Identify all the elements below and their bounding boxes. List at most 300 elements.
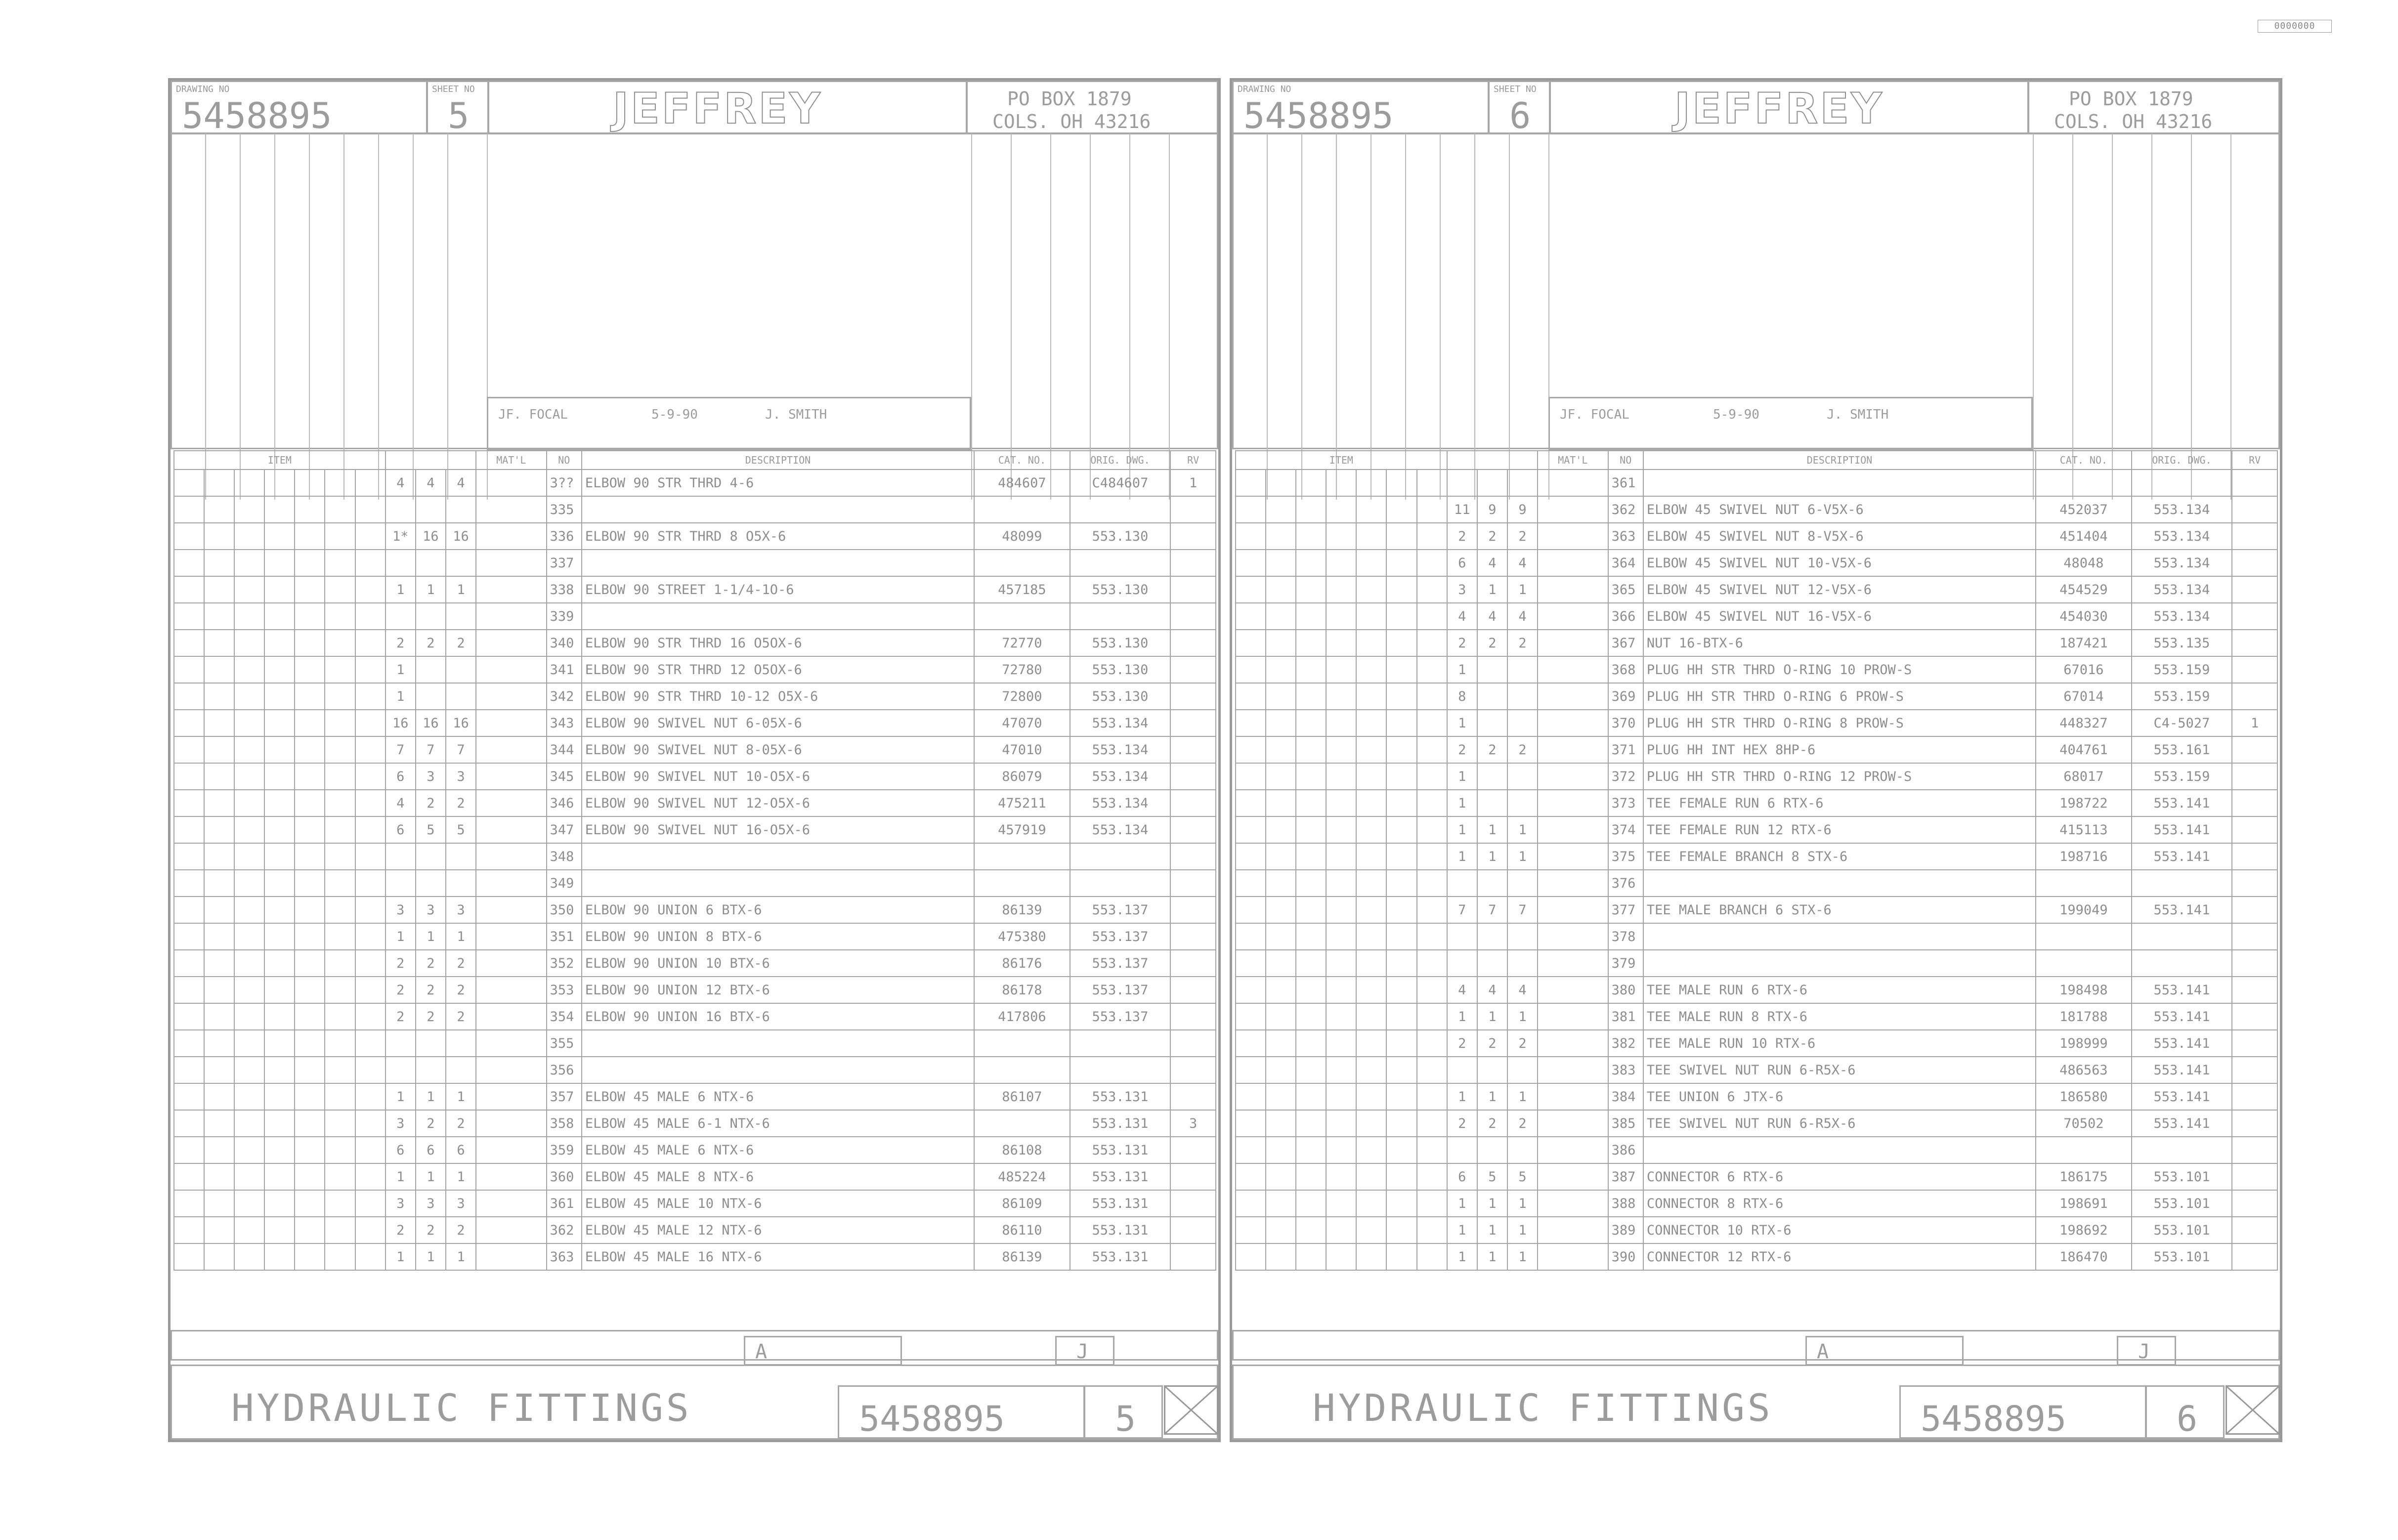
revision-mark: J <box>2138 1340 2150 1363</box>
item-grid-cell <box>1356 816 1386 843</box>
item-grid-cell <box>325 523 355 550</box>
footer-drawing-number: 5458895 <box>859 1399 1005 1439</box>
qty-cell: 1 <box>1507 1003 1538 1030</box>
item-grid-cell <box>1326 550 1356 576</box>
item-grid-cell <box>234 710 264 736</box>
qty-cell: 2 <box>1447 630 1477 656</box>
material-cell <box>1538 1190 1608 1217</box>
orig-dwg-cell: 553.130 <box>1070 523 1171 550</box>
orig-dwg-cell: 553.101 <box>2132 1163 2232 1190</box>
item-no-cell: 363 <box>547 1243 582 1270</box>
item-grid-cell <box>355 496 385 523</box>
qty-cell: 9 <box>1507 496 1538 523</box>
item-grid-cell <box>1356 630 1386 656</box>
catalog-no-cell: 452037 <box>2036 496 2131 523</box>
qty-cell: 3 <box>446 1190 476 1217</box>
item-grid-cell <box>325 656 355 683</box>
rev-cell <box>1170 1030 1216 1057</box>
qty-cell: 1 <box>1447 843 1477 870</box>
catalog-no-cell: 454529 <box>2036 576 2131 603</box>
qty-cell <box>1477 470 1507 496</box>
item-grid-cell <box>325 763 355 790</box>
rev-cell <box>1170 1163 1216 1190</box>
qty-cell <box>416 1057 446 1083</box>
orig-dwg-cell: 553.101 <box>2132 1243 2232 1270</box>
qty-cell: 2 <box>1477 1030 1507 1057</box>
item-grid-cell <box>1356 950 1386 977</box>
item-grid-cell <box>1236 816 1266 843</box>
item-grid-cell <box>1296 1110 1326 1137</box>
material-cell <box>476 1030 547 1057</box>
item-grid-cell <box>1326 950 1356 977</box>
item-grid-cell <box>1417 1163 1447 1190</box>
item-grid-cell <box>1266 656 1296 683</box>
item-grid-cell <box>295 1003 325 1030</box>
item-grid-cell <box>264 790 295 816</box>
item-grid-cell <box>1326 576 1356 603</box>
item-grid-cell <box>1236 1030 1266 1057</box>
description-cell: TEE FEMALE RUN 12 RTX-6 <box>1643 816 2036 843</box>
item-grid-cell <box>355 550 385 576</box>
qty-cell: 1 <box>416 1243 446 1270</box>
qty-cell <box>446 870 476 897</box>
item-grid-cell <box>355 843 385 870</box>
item-grid-cell <box>1326 603 1356 630</box>
item-no-cell: 352 <box>547 950 582 977</box>
catalog-no-cell: 475380 <box>974 923 1070 950</box>
qty-cell: 2 <box>1507 736 1538 763</box>
table-row <box>174 816 1216 843</box>
drawing-no-label: DRAWING NO <box>1238 84 1291 94</box>
qty-cell: 4 <box>416 470 446 496</box>
description-cell <box>582 870 974 897</box>
footer-drawing-number-box <box>1899 1385 2146 1439</box>
qty-cell <box>385 1057 416 1083</box>
material-cell <box>476 1217 547 1243</box>
material-cell <box>476 870 547 897</box>
footer-page-number: 5 <box>1115 1399 1136 1439</box>
catalog-no-cell: 451404 <box>2036 523 2131 550</box>
table-row <box>1236 950 2277 977</box>
qty-cell: 1 <box>416 1163 446 1190</box>
item-no-cell: 374 <box>1608 816 1643 843</box>
rev-cell <box>1170 816 1216 843</box>
table-row <box>1236 523 2277 550</box>
table-row <box>174 923 1216 950</box>
rev-cell <box>1170 977 1216 1003</box>
item-grid-cell <box>1326 630 1356 656</box>
rev-cell <box>1170 1217 1216 1243</box>
drawn-date: 5-9-90 <box>1713 407 1759 422</box>
item-grid-cell <box>1296 816 1326 843</box>
material-cell <box>1538 977 1608 1003</box>
address-line-1: PO BOX 1879 <box>2069 88 2193 110</box>
catalog-no-cell: 67016 <box>2036 656 2131 683</box>
item-grid-cell <box>355 790 385 816</box>
item-grid-cell <box>295 710 325 736</box>
item-grid-cell <box>355 1217 385 1243</box>
header-catalog-no: CAT. NO. <box>974 451 1070 470</box>
item-no-cell: 386 <box>1608 1137 1643 1163</box>
item-grid-cell <box>1266 576 1296 603</box>
qty-cell: 6 <box>385 816 416 843</box>
table-row <box>174 1030 1216 1057</box>
orig-dwg-cell: 553.141 <box>2132 1110 2232 1137</box>
qty-cell: 3 <box>1447 576 1477 603</box>
item-grid-cell <box>264 977 295 1003</box>
qty-cell: 2 <box>385 950 416 977</box>
catalog-no-cell: 86108 <box>974 1137 1070 1163</box>
item-grid-cell <box>295 763 325 790</box>
catalog-no-cell: 186470 <box>2036 1243 2131 1270</box>
item-grid-cell <box>1326 736 1356 763</box>
item-grid-cell <box>1296 1030 1326 1057</box>
item-grid-cell <box>204 736 234 763</box>
item-grid-cell <box>1266 550 1296 576</box>
item-grid-cell <box>1266 1217 1296 1243</box>
qty-cell: 1 <box>1507 816 1538 843</box>
item-grid-cell <box>325 1030 355 1057</box>
description-cell: ELBOW 90 STR THRD 12 O5OX-6 <box>582 656 974 683</box>
item-grid-cell <box>295 1137 325 1163</box>
qty-cell: 2 <box>1447 1030 1477 1057</box>
company-logo: JEFFREY <box>1674 84 1884 133</box>
material-cell <box>1538 950 1608 977</box>
drawing-number: 5458895 <box>1243 95 1394 136</box>
qty-cell <box>446 1057 476 1083</box>
item-grid-cell <box>1356 1243 1386 1270</box>
item-grid-cell <box>1266 1137 1296 1163</box>
qty-cell: 2 <box>416 630 446 656</box>
item-no-cell: 376 <box>1608 870 1643 897</box>
orig-dwg-cell <box>2132 1137 2232 1163</box>
orig-dwg-cell: 553.134 <box>2132 496 2232 523</box>
item-grid-cell <box>1386 550 1416 576</box>
description-cell: TEE MALE RUN 10 RTX-6 <box>1643 1030 2036 1057</box>
item-no-cell: 356 <box>547 1057 582 1083</box>
qty-cell <box>416 656 446 683</box>
item-grid-cell <box>1417 1190 1447 1217</box>
item-grid-cell <box>174 1003 204 1030</box>
item-grid-cell <box>1417 923 1447 950</box>
orig-dwg-cell: 553.131 <box>1070 1163 1171 1190</box>
item-grid-cell <box>355 1030 385 1057</box>
item-grid-cell <box>1296 470 1326 496</box>
material-cell <box>476 1243 547 1270</box>
item-grid-cell <box>264 1083 295 1110</box>
item-grid-cell <box>1417 736 1447 763</box>
qty-cell <box>1507 470 1538 496</box>
qty-cell: 2 <box>446 1003 476 1030</box>
qty-cell: 1 <box>446 1243 476 1270</box>
item-grid-cell <box>1417 1110 1447 1137</box>
rev-cell <box>2232 683 2277 710</box>
qty-cell <box>1477 1057 1507 1083</box>
item-grid-cell <box>325 1137 355 1163</box>
catalog-no-cell <box>974 550 1070 576</box>
item-grid-cell <box>264 656 295 683</box>
description-cell: ELBOW 90 UNION 8 BTX-6 <box>582 923 974 950</box>
qty-cell <box>1447 1057 1477 1083</box>
item-grid-cell <box>234 790 264 816</box>
qty-cell: 7 <box>446 736 476 763</box>
material-cell <box>1538 550 1608 576</box>
qty-cell: 1 <box>385 656 416 683</box>
qty-cell: 3 <box>416 1190 446 1217</box>
item-grid-cell <box>325 897 355 923</box>
item-grid-cell <box>1236 603 1266 630</box>
table-row <box>174 763 1216 790</box>
item-grid-cell <box>234 870 264 897</box>
parts-table-header <box>174 451 1216 470</box>
item-grid-cell <box>174 1217 204 1243</box>
item-grid-cell <box>1236 1057 1266 1083</box>
material-cell <box>476 710 547 736</box>
rev-cell <box>2232 1030 2277 1057</box>
qty-cell <box>1477 683 1507 710</box>
item-grid-cell <box>264 576 295 603</box>
table-row <box>174 1243 1216 1270</box>
item-grid-cell <box>325 710 355 736</box>
item-grid-cell <box>355 977 385 1003</box>
footer-drawing-number-box <box>838 1385 1085 1439</box>
qty-cell: 3 <box>446 763 476 790</box>
material-cell <box>1538 1163 1608 1190</box>
qty-cell: 3 <box>446 897 476 923</box>
orig-dwg-cell: 553.159 <box>2132 683 2232 710</box>
rev-cell <box>1170 736 1216 763</box>
rev-cell <box>1170 923 1216 950</box>
rev-cell <box>1170 790 1216 816</box>
rev-cell <box>2232 656 2277 683</box>
table-row <box>1236 1217 2277 1243</box>
item-grid-cell <box>1326 710 1356 736</box>
description-cell: TEE SWIVEL NUT RUN 6-R5X-6 <box>1643 1057 2036 1083</box>
catalog-no-cell <box>974 843 1070 870</box>
item-grid-cell <box>1296 1137 1326 1163</box>
item-grid-cell <box>1356 1030 1386 1057</box>
item-grid-cell <box>204 843 234 870</box>
catalog-no-cell: 486563 <box>2036 1057 2131 1083</box>
material-cell <box>476 470 547 496</box>
item-grid-cell <box>295 1190 325 1217</box>
material-cell <box>476 683 547 710</box>
description-cell: ELBOW 90 STR THRD 4-6 <box>582 470 974 496</box>
item-grid-cell <box>1417 550 1447 576</box>
item-grid-cell <box>295 736 325 763</box>
catalog-no-cell: 86109 <box>974 1190 1070 1217</box>
material-cell <box>1538 897 1608 923</box>
material-cell <box>1538 1003 1608 1030</box>
item-grid-cell <box>234 1003 264 1030</box>
item-grid-cell <box>204 656 234 683</box>
orig-dwg-cell: 553.134 <box>2132 576 2232 603</box>
qty-cell: 1 <box>446 576 476 603</box>
catalog-no-cell <box>974 603 1070 630</box>
item-grid-cell <box>1236 1243 1266 1270</box>
rev-cell <box>1170 897 1216 923</box>
description-cell <box>1643 870 2036 897</box>
qty-cell: 2 <box>416 950 446 977</box>
orig-dwg-cell: 553.159 <box>2132 763 2232 790</box>
table-row <box>174 1057 1216 1083</box>
item-grid-cell <box>1386 603 1416 630</box>
item-grid-cell <box>234 630 264 656</box>
item-no-cell: 354 <box>547 1003 582 1030</box>
qty-cell: 2 <box>385 630 416 656</box>
catalog-no-cell: 86107 <box>974 1083 1070 1110</box>
qty-cell <box>1477 763 1507 790</box>
material-cell <box>1538 1137 1608 1163</box>
material-cell <box>476 790 547 816</box>
qty-cell: 3 <box>385 1190 416 1217</box>
rev-cell <box>2232 790 2277 816</box>
item-grid-cell <box>325 1057 355 1083</box>
orig-dwg-cell <box>1070 843 1171 870</box>
qty-cell: 7 <box>1507 897 1538 923</box>
item-grid-cell <box>1417 496 1447 523</box>
orig-dwg-cell: 553.159 <box>2132 656 2232 683</box>
qty-cell: 2 <box>1507 630 1538 656</box>
item-grid-cell <box>325 950 355 977</box>
catalog-no-cell: 186175 <box>2036 1163 2131 1190</box>
item-grid-cell <box>1326 1003 1356 1030</box>
orig-dwg-cell: 553.137 <box>1070 923 1171 950</box>
table-row <box>174 603 1216 630</box>
catalog-no-cell <box>2036 470 2131 496</box>
item-grid-cell <box>1266 870 1296 897</box>
item-grid-cell <box>355 1057 385 1083</box>
material-cell <box>476 763 547 790</box>
description-cell: ELBOW 90 UNION 12 BTX-6 <box>582 977 974 1003</box>
rev-cell <box>1170 870 1216 897</box>
qty-cell <box>1447 470 1477 496</box>
description-cell: ELBOW 45 MALE 12 NTX-6 <box>582 1217 974 1243</box>
item-grid-cell <box>355 1110 385 1137</box>
drawn-date: 5-9-90 <box>651 407 698 422</box>
qty-cell: 2 <box>1477 736 1507 763</box>
qty-cell: 2 <box>446 630 476 656</box>
item-grid-cell <box>1266 1057 1296 1083</box>
item-grid-cell <box>1386 470 1416 496</box>
item-grid-cell <box>204 1190 234 1217</box>
qty-cell: 2 <box>416 977 446 1003</box>
item-grid-cell <box>1296 656 1326 683</box>
revision-mark-box <box>1055 1336 1114 1366</box>
drawing-number-box <box>1232 81 1489 134</box>
item-grid-cell <box>1417 1137 1447 1163</box>
revision-mark-box <box>2117 1336 2176 1366</box>
table-row <box>1236 843 2277 870</box>
item-grid-cell <box>1386 816 1416 843</box>
qty-cell <box>416 843 446 870</box>
item-grid-cell <box>1417 683 1447 710</box>
item-no-cell: 390 <box>1608 1243 1643 1270</box>
qty-cell: 4 <box>1477 550 1507 576</box>
material-cell <box>476 496 547 523</box>
item-grid-cell <box>1356 843 1386 870</box>
item-grid-cell <box>264 1137 295 1163</box>
qty-cell: 1 <box>385 576 416 603</box>
catalog-no-cell: 70502 <box>2036 1110 2131 1137</box>
qty-cell <box>385 1030 416 1057</box>
item-grid-cell <box>1296 683 1326 710</box>
item-no-cell: 351 <box>547 923 582 950</box>
qty-cell: 6 <box>385 763 416 790</box>
item-grid-cell <box>355 897 385 923</box>
item-grid-cell <box>1326 790 1356 816</box>
table-row <box>174 710 1216 736</box>
item-grid-cell <box>1386 1217 1416 1243</box>
item-grid-cell <box>234 843 264 870</box>
item-grid-cell <box>174 523 204 550</box>
item-grid-cell <box>1417 523 1447 550</box>
catalog-no-cell: 72780 <box>974 656 1070 683</box>
rev-cell <box>2232 1057 2277 1083</box>
description-cell: CONNECTOR 6 RTX-6 <box>1643 1163 2036 1190</box>
item-no-cell: 361 <box>1608 470 1643 496</box>
item-grid-cell <box>1417 870 1447 897</box>
item-grid-cell <box>174 1190 204 1217</box>
item-grid-cell <box>204 630 234 656</box>
item-grid-cell <box>1236 550 1266 576</box>
qty-cell <box>1447 1137 1477 1163</box>
item-grid-cell <box>1417 763 1447 790</box>
item-grid-cell <box>295 496 325 523</box>
rev-cell: 3 <box>1170 1110 1216 1137</box>
material-cell <box>476 843 547 870</box>
rev-cell <box>2232 923 2277 950</box>
orig-dwg-cell: 553.134 <box>1070 736 1171 763</box>
drawn-by: JF. FOCAL <box>1560 407 1629 422</box>
material-cell <box>1538 1030 1608 1057</box>
item-grid-cell <box>1296 763 1326 790</box>
item-grid-cell <box>234 470 264 496</box>
item-no-cell: 369 <box>1608 683 1643 710</box>
item-no-cell: 370 <box>1608 710 1643 736</box>
item-grid-cell <box>204 923 234 950</box>
orig-dwg-cell: 553.134 <box>2132 550 2232 576</box>
item-grid-cell <box>295 576 325 603</box>
rev-cell <box>1170 1190 1216 1217</box>
item-grid-cell <box>325 603 355 630</box>
footer-page-number: 6 <box>2177 1399 2198 1439</box>
description-cell: ELBOW 45 SWIVEL NUT 10-V5X-6 <box>1643 550 2036 576</box>
material-cell <box>1538 710 1608 736</box>
rev-cell <box>2232 897 2277 923</box>
item-no-cell: 388 <box>1608 1190 1643 1217</box>
table-row <box>174 656 1216 683</box>
parts-table-header <box>1236 451 2277 470</box>
item-grid-cell <box>264 950 295 977</box>
item-grid-cell <box>295 1030 325 1057</box>
item-grid-cell <box>1386 630 1416 656</box>
header-orig-dwg: ORIG. DWG. <box>2132 451 2232 470</box>
item-grid-cell <box>1236 1190 1266 1217</box>
orig-dwg-cell: 553.134 <box>1070 763 1171 790</box>
item-grid-cell <box>234 523 264 550</box>
checked-by: J. SMITH <box>765 407 827 422</box>
qty-cell: 16 <box>416 710 446 736</box>
qty-cell: 6 <box>1447 1163 1477 1190</box>
item-grid-cell <box>1296 710 1326 736</box>
item-grid-cell <box>295 870 325 897</box>
item-grid-cell <box>204 603 234 630</box>
item-grid-cell <box>1356 923 1386 950</box>
orig-dwg-cell: 553.135 <box>2132 630 2232 656</box>
orig-dwg-cell: C4-5027 <box>2132 710 2232 736</box>
item-grid-cell <box>234 1190 264 1217</box>
